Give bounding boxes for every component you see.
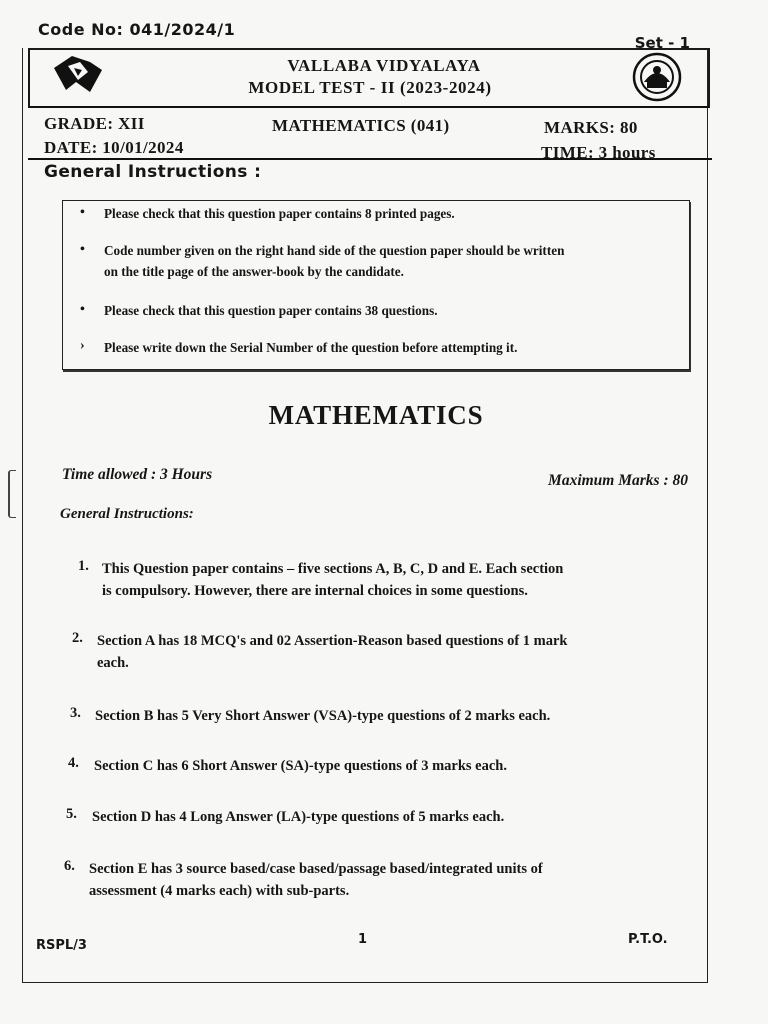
subject-label: MATHEMATICS (041) <box>272 116 450 135</box>
info-divider <box>28 158 712 160</box>
bullet-icon: • <box>80 205 85 220</box>
item-number: 2. <box>72 630 83 646</box>
time-label: TIME: 3 hours <box>541 143 656 162</box>
instruction-item-continued: on the title page of the answer-book by the candidate. <box>104 264 404 279</box>
school-name: VALLABA VIDYALAYA <box>287 56 481 75</box>
time-allowed: Time allowed : 3 Hours <box>62 466 213 483</box>
set-label: Set - 1 <box>634 34 690 52</box>
item-number: 5. <box>66 806 77 822</box>
marks-label: MARKS: 80 <box>544 118 638 137</box>
instruction-item: Please check that this question paper contains 8 printed pages. <box>104 206 455 221</box>
main-title: MATHEMATICS <box>268 400 484 430</box>
item-text-continued: assessment (4 marks each) with sub-parts. <box>89 883 350 899</box>
instruction-item: Please check that this question paper contains 38 questions. <box>104 303 438 318</box>
item-number: 3. <box>70 705 81 721</box>
maximum-marks: Maximum Marks : 80 <box>548 472 688 489</box>
binder-clip <box>8 470 16 518</box>
bullet-icon: • <box>80 242 85 257</box>
footer-code: RSPL/3 <box>36 938 87 953</box>
item-text: Section B has 5 Very Short Answer (VSA)-type questions of 2 marks each. <box>95 708 551 724</box>
item-text-continued: each. <box>97 655 129 671</box>
item-number: 1. <box>78 558 89 574</box>
item-text: Section D has 4 Long Answer (LA)-type questions of 5 marks each. <box>92 809 505 825</box>
date-label: DATE: 10/01/2024 <box>44 138 184 157</box>
item-text: This Question paper contains – five sections A, B, C, D and E. Each section <box>102 561 564 577</box>
code-number: Code No: 041/2024/1 <box>38 20 236 39</box>
item-text: Section E has 3 source based/case based/passage based/integrated units of <box>89 861 543 877</box>
general-instructions-subheading: General Instructions: <box>60 506 194 522</box>
page-number: 1 <box>358 932 368 947</box>
chevron-right-icon: › <box>80 338 85 353</box>
instruction-item: Code number given on the right hand side of the question paper should be written <box>104 243 565 258</box>
item-text: Section A has 18 MCQ's and 02 Assertion-Reason based questions of 1 mark <box>97 633 568 649</box>
item-text-continued: is compulsory. However, there are internal choices in some questions. <box>102 583 528 599</box>
board-emblem-icon <box>630 52 684 102</box>
bullet-icon: • <box>80 302 85 317</box>
item-text: Section C has 6 Short Answer (SA)-type questions of 3 marks each. <box>94 758 507 774</box>
grade-label: GRADE: XII <box>44 114 145 133</box>
item-number: 4. <box>68 755 79 771</box>
general-instructions-heading: General Instructions : <box>44 162 262 182</box>
test-title: MODEL TEST - II (2023-2024) <box>248 78 492 97</box>
instruction-item: Please write down the Serial Number of the question before attempting it. <box>104 340 518 355</box>
item-number: 6. <box>64 858 75 874</box>
pto-label: P.T.O. <box>628 932 668 947</box>
